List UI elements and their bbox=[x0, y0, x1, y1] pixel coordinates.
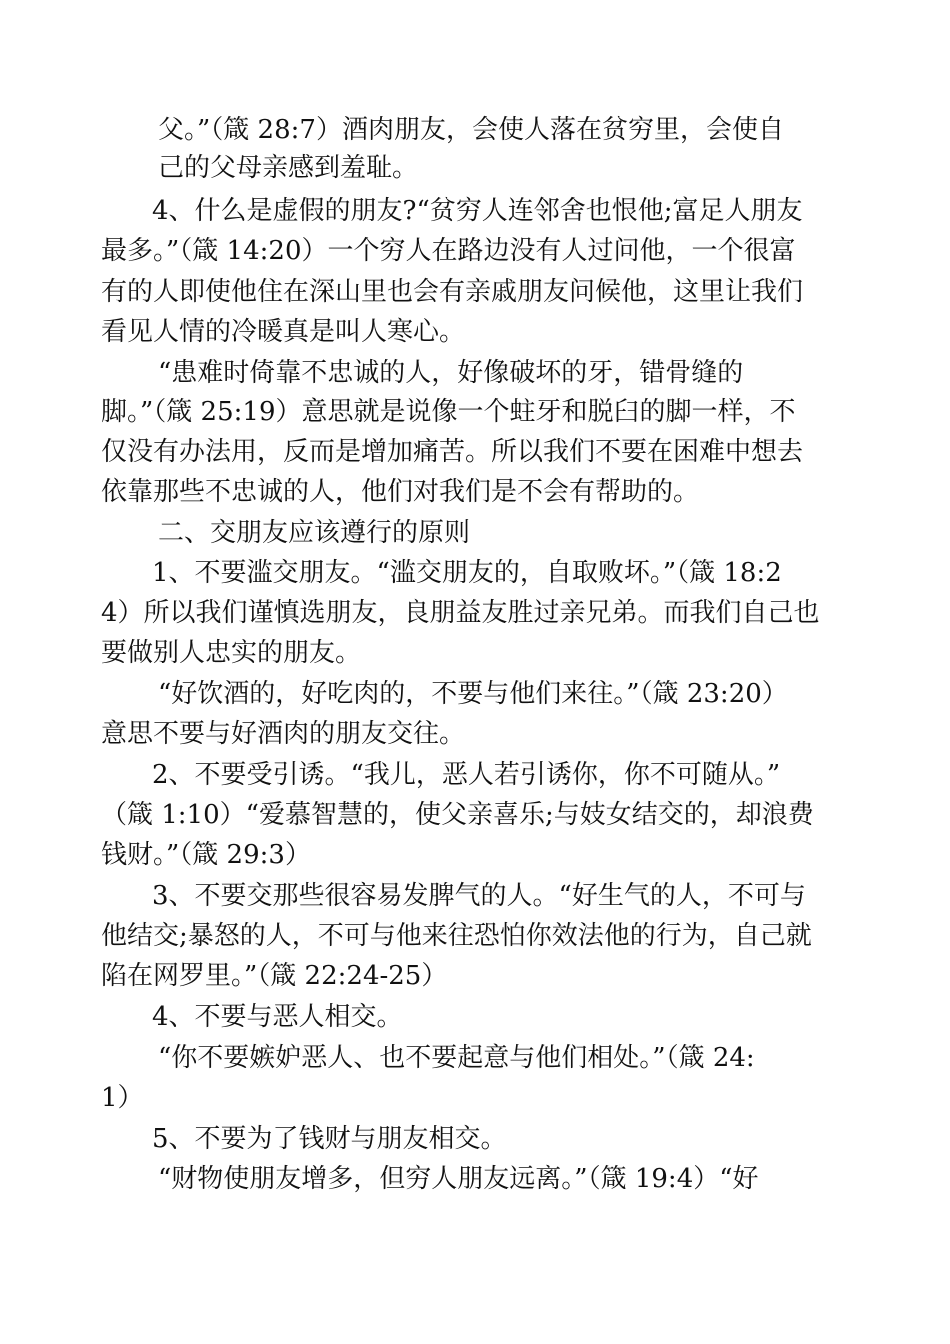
text-line: 意思不要与好酒肉的朋友交往。 bbox=[101, 719, 466, 749]
text-line: “财物使朋友增多，但穷人朋友远离。”（箴 19:4）“好 bbox=[158, 1164, 759, 1194]
text-line: 1、不要滥交朋友。“滥交朋友的，自取败坏。”（箴 18:2 bbox=[152, 558, 782, 588]
text-line: 有的人即使他住在深山里也会有亲戚朋友问候他，这里让我们 bbox=[101, 277, 804, 307]
text-line: 父。”（箴 28:7）酒肉朋友，会使人落在贫穷里，会使自 bbox=[158, 115, 784, 145]
text-line: 最多。”（箴 14:20）一个穷人在路边没有人过问他，一个很富 bbox=[101, 236, 796, 266]
text-line: 4）所以我们谨慎选朋友，良朋益友胜过亲兄弟。而我们自己也 bbox=[101, 598, 820, 628]
text-line: 他结交;暴怒的人，不可与他来往恐怕你效法他的行为，自己就 bbox=[101, 921, 812, 951]
text-line: 3、不要交那些很容易发脾气的人。“好生气的人，不可与 bbox=[152, 881, 806, 911]
text-line: “你不要嫉妒恶人、也不要起意与他们相处。”（箴 24: bbox=[158, 1043, 755, 1073]
text-line: 5、不要为了钱财与朋友相交。 bbox=[152, 1124, 507, 1154]
text-line: 4、不要与恶人相交。 bbox=[152, 1002, 403, 1032]
text-line: 脚。”（箴 25:19）意思就是说像一个蛀牙和脱臼的脚一样，不 bbox=[101, 397, 796, 427]
text-line: 仅没有办法用，反而是增加痛苦。所以我们不要在困难中想去 bbox=[101, 437, 804, 467]
text-line: （箴 1:10）“爱慕智慧的，使父亲喜乐;与妓女结交的，却浪费 bbox=[101, 800, 814, 830]
section-heading: 二、交朋友应该遵行的原则 bbox=[158, 518, 471, 548]
text-line: 看见人情的冷暖真是叫人寒心。 bbox=[101, 317, 466, 347]
text-line: 4、什么是虚假的朋友?“贫穷人连邻舍也恨他;富足人朋友 bbox=[152, 196, 803, 226]
text-line: 依靠那些不忠诚的人，他们对我们是不会有帮助的。 bbox=[101, 477, 700, 507]
text-line: 2、不要受引诱。“我儿，恶人若引诱你，你不可随从。” bbox=[152, 760, 781, 790]
text-line: 钱财。”（箴 29:3） bbox=[101, 840, 311, 870]
text-line: “好饮酒的，好吃肉的，不要与他们来往。”（箴 23:20） bbox=[158, 679, 788, 709]
text-line: 要做别人忠实的朋友。 bbox=[101, 638, 362, 668]
text-line: 己的父母亲感到羞耻。 bbox=[158, 153, 419, 183]
text-line: “患难时倚靠不忠诚的人，好像破坏的牙，错骨缝的 bbox=[158, 358, 744, 388]
text-line: 陷在网罗里。”（箴 22:24-25） bbox=[101, 961, 448, 991]
text-line: 1） bbox=[101, 1083, 144, 1113]
